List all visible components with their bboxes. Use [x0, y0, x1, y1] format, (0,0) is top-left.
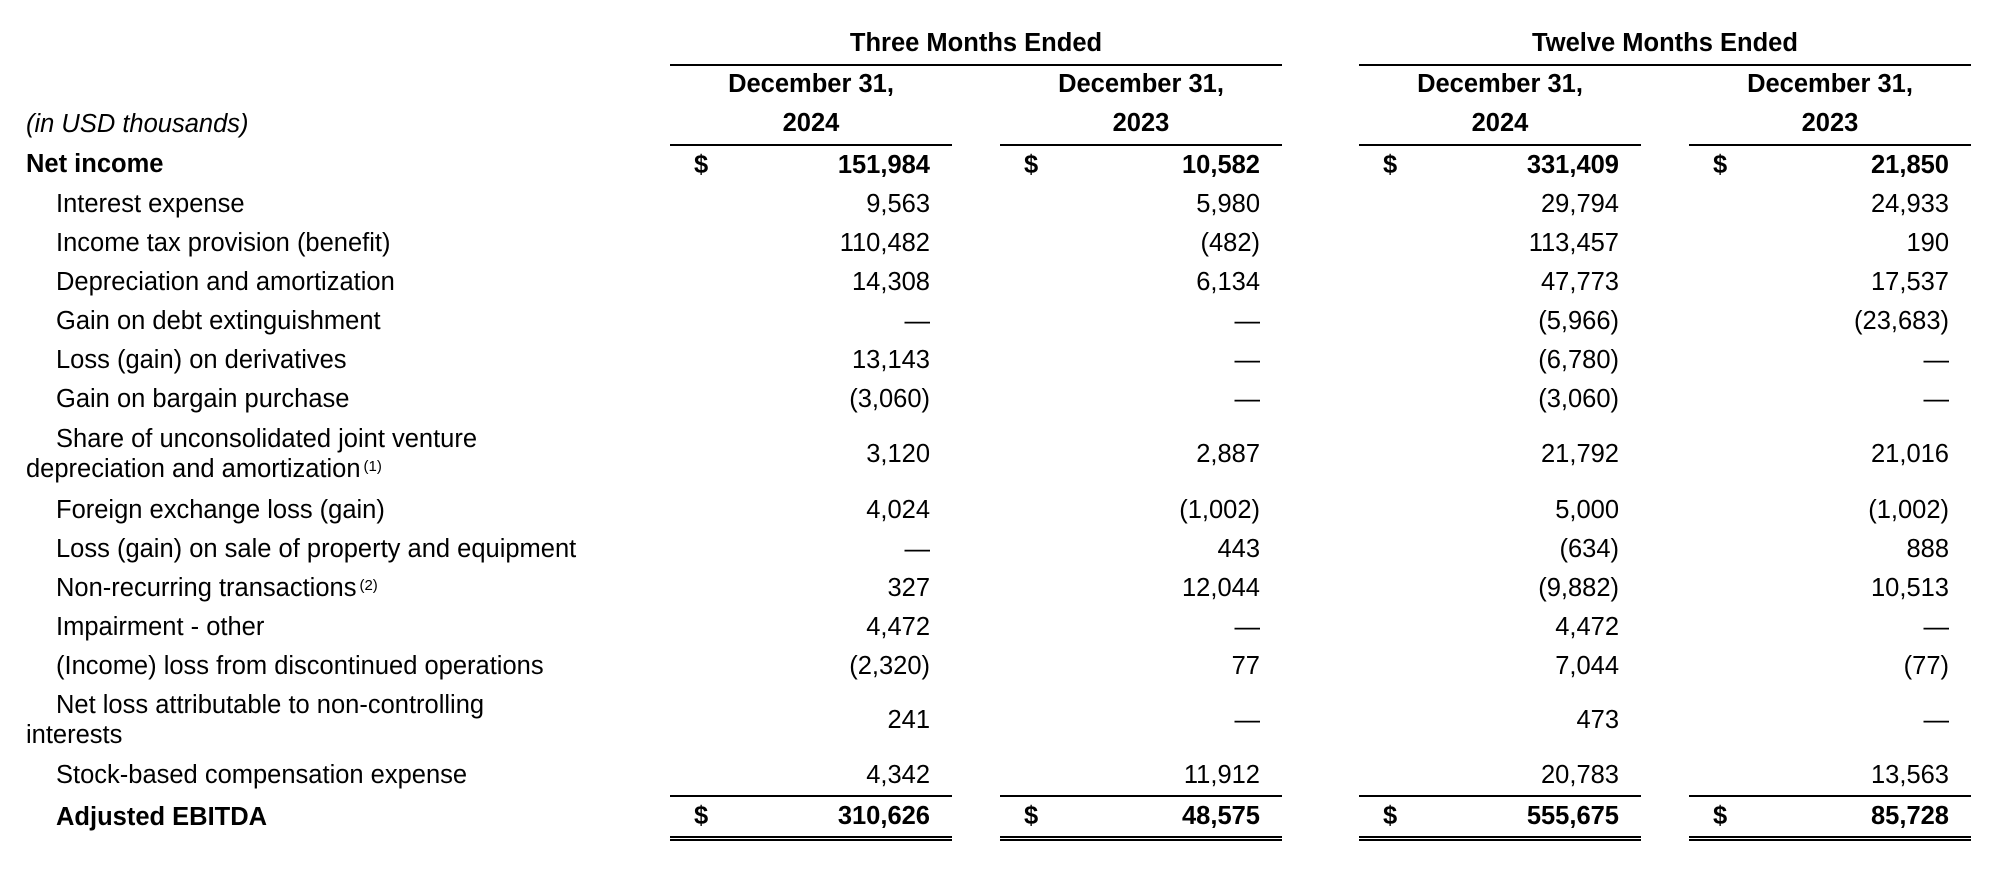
- value: 3,120: [866, 440, 930, 469]
- value: 29,794: [1541, 189, 1619, 218]
- value: (2,320): [849, 651, 930, 680]
- value: (77): [1903, 651, 1949, 680]
- value-cell: [670, 263, 952, 302]
- value: 443: [1217, 534, 1260, 563]
- value: —: [1234, 706, 1260, 735]
- value: —: [1923, 384, 1949, 413]
- col1-date: December 31,: [728, 70, 894, 99]
- col1-year: 2024: [670, 104, 952, 145]
- value-cell: [670, 491, 952, 530]
- value-cell: [1689, 185, 1971, 224]
- value-cell: [1000, 491, 1282, 530]
- value-cell: [1689, 419, 1971, 491]
- table-row-adjusted-ebitda: [26, 796, 1971, 839]
- value-cell: [1359, 647, 1641, 686]
- table-row-non-recurring: [26, 569, 1971, 608]
- table-row-net-income: [26, 145, 1971, 185]
- value: —: [904, 534, 930, 563]
- value-cell: [1359, 145, 1641, 185]
- value-cell: [1000, 608, 1282, 647]
- value: 6,134: [1196, 267, 1260, 296]
- table-row-bargain-purchase: [26, 380, 1971, 419]
- value: (1,002): [1868, 495, 1949, 524]
- col3-date: December 31,: [1417, 70, 1583, 99]
- row-label: [26, 686, 670, 756]
- group-header-row: [26, 24, 1971, 65]
- value-cell: [1689, 380, 1971, 419]
- table-row-debt-extinguishment: [26, 302, 1971, 341]
- col2-date: December 31,: [1058, 70, 1224, 99]
- row-label: Interest expense: [56, 189, 245, 218]
- value: —: [1234, 384, 1260, 413]
- value-cell: [670, 302, 952, 341]
- table-row-sale-of-property: [26, 530, 1971, 569]
- units-label: (in USD thousands): [26, 109, 249, 138]
- table-row-impairment: [26, 608, 1971, 647]
- value-cell: [1000, 569, 1282, 608]
- row-label-line1: Net loss attributable to non-controlling: [56, 691, 485, 720]
- value: (6,780): [1538, 345, 1619, 374]
- value-cell: [670, 686, 952, 756]
- table-row-depreciation: [26, 263, 1971, 302]
- table-row-stock-compensation: [26, 756, 1971, 796]
- value: 151,984: [837, 150, 930, 179]
- col4-year: 2023: [1689, 104, 1971, 145]
- value-cell: [1000, 419, 1282, 491]
- column-date-row: [26, 65, 1971, 104]
- value-cell: [1689, 756, 1971, 796]
- value-cell: [1689, 647, 1971, 686]
- table-row-foreign-exchange: [26, 491, 1971, 530]
- value: 310,626: [837, 801, 930, 830]
- col2-year: 2023: [1000, 104, 1282, 145]
- value: 7,044: [1555, 651, 1619, 680]
- table-row-income-tax: [26, 224, 1971, 263]
- value-cell: [1359, 608, 1641, 647]
- value-cell: [670, 796, 952, 839]
- twelve-months-ended-header: Twelve Months Ended: [1359, 24, 1971, 65]
- value-cell: [670, 608, 952, 647]
- col3-year: 2024: [1359, 104, 1641, 145]
- currency-symbol: $: [694, 801, 709, 830]
- value: (3,060): [1538, 384, 1619, 413]
- row-label: Income tax provision (benefit): [56, 228, 391, 257]
- value-cell: [1359, 224, 1641, 263]
- value-cell: [1359, 263, 1641, 302]
- value: 4,472: [866, 612, 930, 641]
- value-cell: [1689, 491, 1971, 530]
- value-cell: [1359, 796, 1641, 839]
- table-row-jv-depreciation: [26, 419, 1971, 491]
- value: 241: [887, 706, 930, 735]
- value: (3,060): [849, 384, 930, 413]
- value: 21,850: [1871, 150, 1949, 179]
- row-label: Gain on bargain purchase: [56, 384, 350, 413]
- value-cell: [1000, 380, 1282, 419]
- value: 48,575: [1182, 801, 1260, 830]
- value-cell: [1359, 530, 1641, 569]
- value-cell: [1359, 491, 1641, 530]
- value-cell: [670, 530, 952, 569]
- currency-symbol: $: [1713, 801, 1728, 830]
- value: (23,683): [1854, 306, 1949, 335]
- col4-date: December 31,: [1747, 70, 1913, 99]
- value: 47,773: [1541, 267, 1619, 296]
- value-cell: [1359, 380, 1641, 419]
- value-cell: [670, 380, 952, 419]
- value: 21,792: [1541, 440, 1619, 469]
- value: —: [1923, 612, 1949, 641]
- value: 331,409: [1526, 150, 1619, 179]
- row-label: Impairment - other: [56, 612, 265, 641]
- currency-symbol: $: [1383, 150, 1398, 179]
- value-cell: [1689, 224, 1971, 263]
- value-cell: [670, 145, 952, 185]
- row-label: (Income) loss from discontinued operations: [56, 651, 544, 680]
- row-label: Stock-based compensation expense: [56, 761, 468, 790]
- value: —: [1234, 345, 1260, 374]
- value-cell: [1359, 341, 1641, 380]
- value: (5,966): [1538, 306, 1619, 335]
- value: 12,044: [1182, 573, 1260, 602]
- value: 5,000: [1555, 495, 1619, 524]
- value: —: [1234, 612, 1260, 641]
- value-cell: [1359, 569, 1641, 608]
- value: 4,342: [866, 760, 930, 789]
- value-cell: [670, 756, 952, 796]
- value-cell: [1689, 569, 1971, 608]
- value: 20,783: [1541, 760, 1619, 789]
- row-label-line1: Share of unconsolidated joint venture: [56, 425, 478, 454]
- footnote-marker: (2): [359, 576, 378, 594]
- value: 13,563: [1871, 760, 1949, 789]
- value: —: [1234, 306, 1260, 335]
- row-label: Adjusted EBITDA: [56, 802, 268, 831]
- row-label-line2: depreciation and amortization: [26, 455, 361, 483]
- value: 555,675: [1526, 801, 1619, 830]
- value-cell: [1000, 647, 1282, 686]
- value: 21,016: [1871, 440, 1949, 469]
- value: 10,582: [1182, 150, 1260, 179]
- row-label-text: Non-recurring transactions: [56, 573, 357, 602]
- value: 190: [1906, 228, 1949, 257]
- value-cell: [1000, 302, 1282, 341]
- value-cell: [1000, 341, 1282, 380]
- value-cell: [1689, 530, 1971, 569]
- value-cell: [1000, 224, 1282, 263]
- value: 24,933: [1871, 189, 1949, 218]
- value: 473: [1576, 706, 1619, 735]
- value-cell: [1000, 530, 1282, 569]
- adjusted-ebitda-reconciliation-table: [26, 24, 1971, 841]
- value: —: [904, 306, 930, 335]
- value-cell: [1689, 263, 1971, 302]
- value-cell: [670, 185, 952, 224]
- value: 11,912: [1183, 760, 1260, 789]
- three-months-ended-header: Three Months Ended: [670, 24, 1282, 65]
- value-cell: [1000, 263, 1282, 302]
- value: 85,728: [1871, 801, 1949, 830]
- value-cell: [1000, 756, 1282, 796]
- value-cell: [670, 569, 952, 608]
- value: 10,513: [1871, 573, 1949, 602]
- row-label: Loss (gain) on sale of property and equipment: [56, 534, 577, 563]
- value-cell: [1000, 185, 1282, 224]
- value: (9,882): [1538, 573, 1619, 602]
- value: —: [1923, 345, 1949, 374]
- value-cell: [1000, 686, 1282, 756]
- row-label: [26, 569, 670, 608]
- currency-symbol: $: [1024, 150, 1039, 179]
- value: (482): [1200, 228, 1260, 257]
- value-cell: [1359, 686, 1641, 756]
- value: 2,887: [1196, 440, 1260, 469]
- footnote-marker: (1): [363, 458, 382, 475]
- row-label: [26, 419, 670, 491]
- value: 17,537: [1871, 267, 1949, 296]
- currency-symbol: $: [1713, 150, 1728, 179]
- value-cell: [670, 224, 952, 263]
- table-row-derivatives: [26, 341, 1971, 380]
- value-cell: [1689, 796, 1971, 839]
- value: 113,457: [1528, 228, 1619, 257]
- value: (1,002): [1179, 495, 1260, 524]
- value-cell: [1689, 302, 1971, 341]
- value-cell: [1359, 185, 1641, 224]
- value: 110,482: [839, 228, 930, 257]
- value-cell: [1689, 608, 1971, 647]
- value-cell: [1359, 419, 1641, 491]
- value-cell: [670, 341, 952, 380]
- value: 5,980: [1196, 189, 1260, 218]
- value-cell: [670, 647, 952, 686]
- currency-symbol: $: [1024, 801, 1039, 830]
- row-label: Gain on debt extinguishment: [56, 306, 381, 335]
- value-cell: [1689, 145, 1971, 185]
- value-cell: [1359, 756, 1641, 796]
- value-cell: [670, 419, 952, 491]
- row-label: Depreciation and amortization: [56, 267, 395, 296]
- value-cell: [1689, 341, 1971, 380]
- value-cell: [1000, 145, 1282, 185]
- value-cell: [1000, 796, 1282, 839]
- value: (634): [1559, 534, 1619, 563]
- row-label: Loss (gain) on derivatives: [56, 345, 347, 374]
- row-label-line2: interests: [26, 721, 123, 749]
- currency-symbol: $: [694, 150, 709, 179]
- value: 14,308: [852, 267, 930, 296]
- value: —: [1923, 706, 1949, 735]
- value-cell: [1689, 686, 1971, 756]
- table-row-non-controlling-interests: [26, 686, 1971, 756]
- value: 4,472: [1555, 612, 1619, 641]
- currency-symbol: $: [1383, 801, 1398, 830]
- value: 77: [1231, 651, 1260, 680]
- value: 13,143: [852, 345, 930, 374]
- table-row-discontinued-operations: [26, 647, 1971, 686]
- column-year-row: [26, 104, 1971, 145]
- value: 4,024: [866, 495, 930, 524]
- value: 888: [1906, 534, 1949, 563]
- row-label: Foreign exchange loss (gain): [56, 495, 385, 524]
- value: 9,563: [866, 189, 930, 218]
- row-label: Net income: [26, 150, 164, 179]
- value-cell: [1359, 302, 1641, 341]
- value: 327: [887, 573, 930, 602]
- table-row-interest-expense: [26, 185, 1971, 224]
